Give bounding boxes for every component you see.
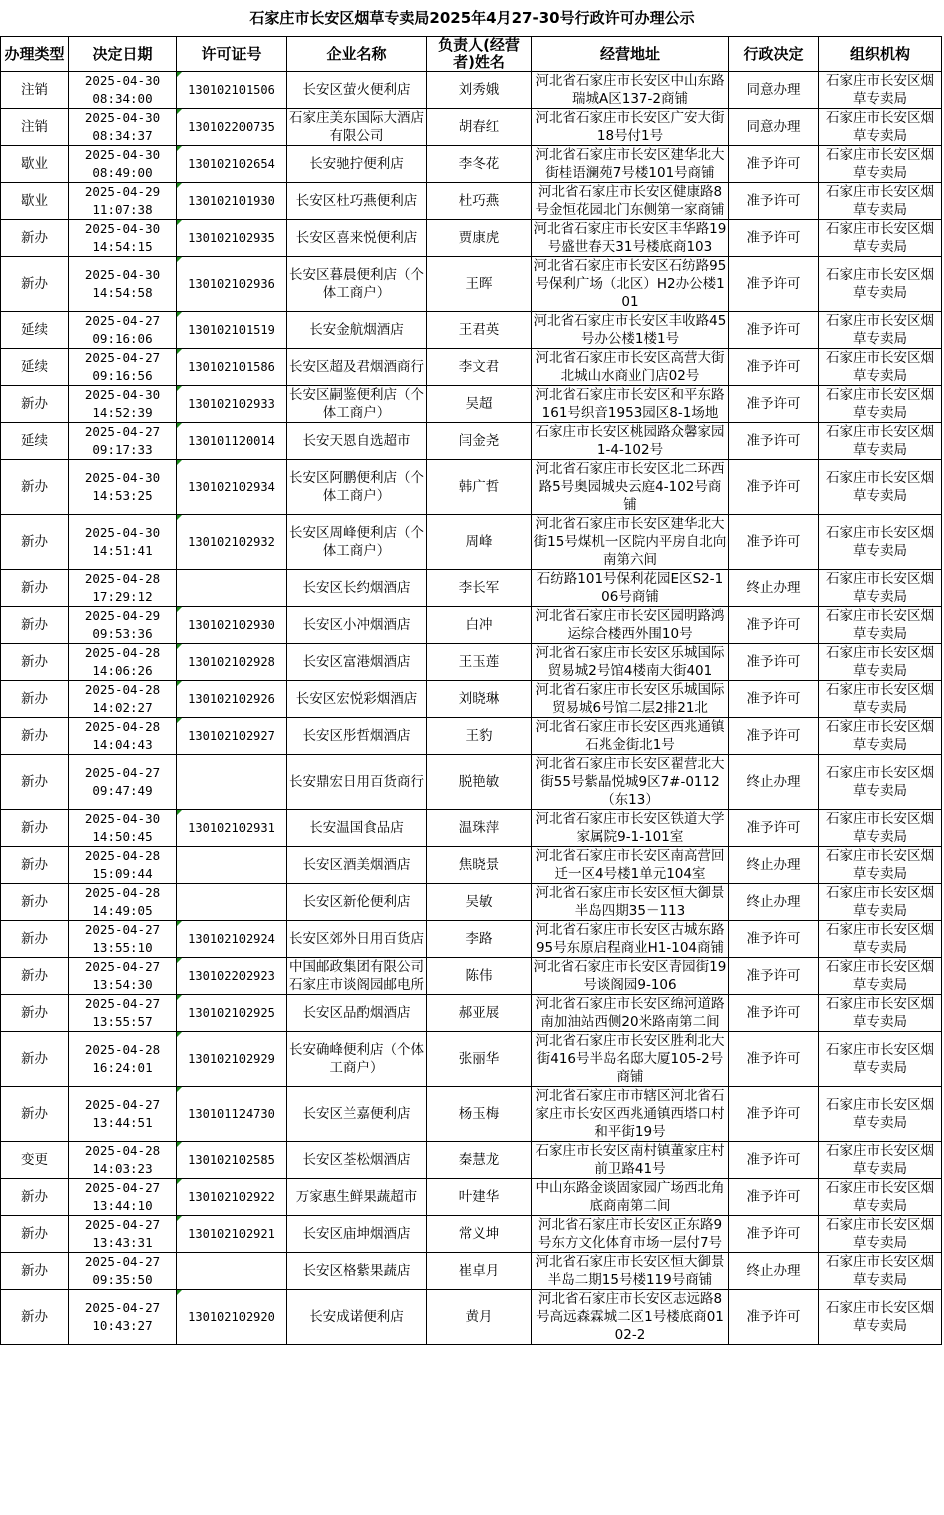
cell-org: 石家庄市长安区烟草专卖局 [819,847,942,884]
cell-type: 新办 [1,755,69,810]
cell-date: 2025-04-30 14:50:45 [69,810,177,847]
cell-address: 河北省石家庄市长安区恒大御景半岛四期35－113 [532,884,729,921]
cell-license: 130102101519 [177,312,287,349]
cell-decision: 准予许可 [729,1087,819,1142]
cell-org: 石家庄市长安区烟草专卖局 [819,718,942,755]
cell-company: 长安区周峰便利店（个体工商户） [287,515,427,570]
cell-org: 石家庄市长安区烟草专卖局 [819,1087,942,1142]
cell-company: 中国邮政集团有限公司石家庄市谈阁园邮电所 [287,958,427,995]
cell-license: 130102102925 [177,995,287,1032]
cell-org: 石家庄市长安区烟草专卖局 [819,884,942,921]
cell-org: 石家庄市长安区烟草专卖局 [819,460,942,515]
cell-address: 河北省石家庄市长安区乐城国际贸易城2号馆4楼南大街401 [532,644,729,681]
cell-person: 王豹 [427,718,532,755]
cell-type: 延续 [1,423,69,460]
cell-decision: 准予许可 [729,349,819,386]
cell-type: 新办 [1,995,69,1032]
cell-person: 李长军 [427,570,532,607]
cell-org: 石家庄市长安区烟草专卖局 [819,1290,942,1345]
cell-address: 河北省石家庄市长安区西兆通镇石兆金街北1号 [532,718,729,755]
cell-date: 2025-04-30 08:49:00 [69,146,177,183]
cell-type: 变更 [1,1142,69,1179]
cell-decision: 准予许可 [729,1179,819,1216]
cell-date: 2025-04-30 14:51:41 [69,515,177,570]
cell-license: 130102102585 [177,1142,287,1179]
cell-decision: 准予许可 [729,146,819,183]
cell-date: 2025-04-28 15:09:44 [69,847,177,884]
cell-decision: 终止办理 [729,755,819,810]
cell-person: 白冲 [427,607,532,644]
cell-type: 新办 [1,1032,69,1087]
table-row [1,312,942,349]
cell-address: 河北省石家庄市长安区古城东路95号东原启程商业H1-104商铺 [532,921,729,958]
cell-org: 石家庄市长安区烟草专卖局 [819,1253,942,1290]
cell-org: 石家庄市长安区烟草专卖局 [819,72,942,109]
cell-license [177,884,287,921]
cell-decision: 准予许可 [729,921,819,958]
cell-type: 歇业 [1,146,69,183]
cell-company: 万家惠生鲜果蔬超市 [287,1179,427,1216]
cell-person: 刘晓琳 [427,681,532,718]
cell-person: 杨玉梅 [427,1087,532,1142]
cell-company: 长安区小冲烟酒店 [287,607,427,644]
table-row [1,1179,942,1216]
cell-company: 长安区新伦便利店 [287,884,427,921]
header-company: 企业名称 [287,37,427,72]
table-row [1,423,942,460]
cell-address: 河北省石家庄市长安区志远路8号高远森霖城二区1号楼底商0102-2 [532,1290,729,1345]
table-row [1,847,942,884]
cell-address: 中山东路金谈固家园广场西北角底商南第二间 [532,1179,729,1216]
cell-address: 河北省石家庄市长安区乐城国际贸易城6号馆二层2排21北 [532,681,729,718]
cell-address: 河北省石家庄市长安区健康路8号金恒花园北门东侧第一家商铺 [532,183,729,220]
cell-address: 河北省石家庄市长安区石纺路95号保利广场（北区）H2办公楼101 [532,257,729,312]
cell-date: 2025-04-30 08:34:37 [69,109,177,146]
cell-date: 2025-04-28 14:49:05 [69,884,177,921]
cell-address: 河北省石家庄市长安区建华北大街15号煤机一区院内平房自北向南第六间 [532,515,729,570]
cell-type: 新办 [1,515,69,570]
cell-license [177,755,287,810]
table-row [1,921,942,958]
cell-date: 2025-04-28 14:03:23 [69,1142,177,1179]
cell-address: 河北省石家庄市长安区建华北大街桂语澜苑7号楼101号商铺 [532,146,729,183]
cell-decision: 准予许可 [729,681,819,718]
cell-type: 新办 [1,681,69,718]
cell-address: 河北省石家庄市长安区南高营回迁一区4号楼1单元104室 [532,847,729,884]
cell-type: 新办 [1,607,69,644]
header-date: 决定日期 [69,37,177,72]
cell-date: 2025-04-28 14:04:43 [69,718,177,755]
cell-type: 新办 [1,884,69,921]
cell-company: 长安区超及君烟酒商行 [287,349,427,386]
cell-person: 李文君 [427,349,532,386]
cell-license: 130102102929 [177,1032,287,1087]
cell-org: 石家庄市长安区烟草专卖局 [819,312,942,349]
cell-company: 长安区兰嘉便利店 [287,1087,427,1142]
cell-license: 130102102934 [177,460,287,515]
cell-address: 河北省石家庄市长安区和平东路161号织音1953园区8-1场地 [532,386,729,423]
cell-company: 长安区暮晨便利店（个体工商户） [287,257,427,312]
cell-license: 130102102932 [177,515,287,570]
cell-org: 石家庄市长安区烟草专卖局 [819,423,942,460]
table-row [1,1253,942,1290]
cell-address: 河北省石家庄市长安区园明路鸿运综合楼西外围10号 [532,607,729,644]
cell-date: 2025-04-27 09:47:49 [69,755,177,810]
cell-address: 河北省石家庄市长安区丰华路19号盛世春天31号楼底商103 [532,220,729,257]
cell-company: 长安区杜巧燕便利店 [287,183,427,220]
table-row [1,220,942,257]
cell-date: 2025-04-30 14:54:15 [69,220,177,257]
cell-org: 石家庄市长安区烟草专卖局 [819,810,942,847]
table-row [1,755,942,810]
cell-address: 河北省石家庄市长安区铁道大学家属院9-1-101室 [532,810,729,847]
cell-org: 石家庄市长安区烟草专卖局 [819,958,942,995]
cell-type: 延续 [1,349,69,386]
table-row [1,515,942,570]
cell-company: 长安区喜来悦便利店 [287,220,427,257]
cell-org: 石家庄市长安区烟草专卖局 [819,1216,942,1253]
cell-decision: 同意办理 [729,109,819,146]
cell-date: 2025-04-30 08:34:00 [69,72,177,109]
table-row [1,1290,942,1345]
cell-license: 130102101930 [177,183,287,220]
cell-decision: 准予许可 [729,958,819,995]
cell-decision: 准予许可 [729,810,819,847]
cell-license: 130102102922 [177,1179,287,1216]
cell-license: 130102102927 [177,718,287,755]
cell-license [177,1253,287,1290]
cell-type: 新办 [1,1290,69,1345]
cell-person: 韩广哲 [427,460,532,515]
cell-company: 长安鼎宏日用百货商行 [287,755,427,810]
table-row [1,718,942,755]
cell-date: 2025-04-27 09:16:56 [69,349,177,386]
cell-date: 2025-04-27 09:17:33 [69,423,177,460]
cell-license: 130102102928 [177,644,287,681]
cell-org: 石家庄市长安区烟草专卖局 [819,921,942,958]
cell-license: 130102101506 [177,72,287,109]
cell-org: 石家庄市长安区烟草专卖局 [819,607,942,644]
cell-license [177,847,287,884]
cell-date: 2025-04-28 16:24:01 [69,1032,177,1087]
table-row [1,681,942,718]
table-row [1,607,942,644]
table-row [1,109,942,146]
cell-decision: 终止办理 [729,847,819,884]
cell-decision: 准予许可 [729,423,819,460]
cell-person: 周峰 [427,515,532,570]
cell-person: 王玉莲 [427,644,532,681]
cell-type: 新办 [1,847,69,884]
cell-company: 长安区郊外日用百货店 [287,921,427,958]
cell-org: 石家庄市长安区烟草专卖局 [819,515,942,570]
cell-address: 河北省石家庄市长安区丰收路45号办公楼1楼1号 [532,312,729,349]
cell-type: 新办 [1,386,69,423]
header-address: 经营地址 [532,37,729,72]
cell-company: 长安区庙坤烟酒店 [287,1216,427,1253]
cell-company: 长安区长约烟酒店 [287,570,427,607]
cell-date: 2025-04-27 13:44:51 [69,1087,177,1142]
cell-org: 石家庄市长安区烟草专卖局 [819,257,942,312]
cell-org: 石家庄市长安区烟草专卖局 [819,644,942,681]
cell-date: 2025-04-27 13:55:10 [69,921,177,958]
cell-org: 石家庄市长安区烟草专卖局 [819,1142,942,1179]
cell-type: 新办 [1,1216,69,1253]
cell-person: 吴超 [427,386,532,423]
cell-company: 长安区萤火便利店 [287,72,427,109]
cell-address: 石纺路101号保利花园E区S2-106号商铺 [532,570,729,607]
cell-org: 石家庄市长安区烟草专卖局 [819,1032,942,1087]
cell-decision: 准予许可 [729,1290,819,1345]
cell-address: 石家庄市长安区桃园路众馨家园1-4-102号 [532,423,729,460]
cell-person: 脱艳敏 [427,755,532,810]
cell-address: 河北省石家庄市长安区恒大御景半岛二期15号楼119号商铺 [532,1253,729,1290]
permit-table [0,36,942,1345]
cell-decision: 准予许可 [729,515,819,570]
cell-date: 2025-04-28 14:02:27 [69,681,177,718]
cell-decision: 准予许可 [729,220,819,257]
cell-company: 长安区嗣鉴便利店（个体工商户） [287,386,427,423]
cell-decision: 同意办理 [729,72,819,109]
cell-org: 石家庄市长安区烟草专卖局 [819,755,942,810]
cell-type: 新办 [1,220,69,257]
cell-license [177,570,287,607]
cell-type: 新办 [1,718,69,755]
cell-type: 新办 [1,810,69,847]
cell-license: 130102200735 [177,109,287,146]
cell-date: 2025-04-29 09:53:36 [69,607,177,644]
cell-person: 胡春红 [427,109,532,146]
cell-decision: 准予许可 [729,183,819,220]
table-row [1,810,942,847]
cell-type: 延续 [1,312,69,349]
cell-decision: 准予许可 [729,1216,819,1253]
cell-decision: 终止办理 [729,570,819,607]
table-row [1,1216,942,1253]
header-license: 许可证号 [177,37,287,72]
cell-org: 石家庄市长安区烟草专卖局 [819,109,942,146]
cell-license: 130102102921 [177,1216,287,1253]
table-row [1,146,942,183]
cell-org: 石家庄市长安区烟草专卖局 [819,570,942,607]
cell-license: 130102102935 [177,220,287,257]
cell-date: 2025-04-27 09:16:06 [69,312,177,349]
cell-type: 新办 [1,570,69,607]
cell-company: 长安驰拧便利店 [287,146,427,183]
cell-license: 130102202923 [177,958,287,995]
cell-decision: 准予许可 [729,460,819,515]
cell-date: 2025-04-29 11:07:38 [69,183,177,220]
cell-license: 130102102924 [177,921,287,958]
cell-person: 崔卓月 [427,1253,532,1290]
cell-license: 130102102920 [177,1290,287,1345]
table-row [1,386,942,423]
cell-decision: 准予许可 [729,386,819,423]
cell-address: 河北省石家庄市长安区青园街19号谈阁园9-106 [532,958,729,995]
cell-type: 新办 [1,921,69,958]
cell-type: 注销 [1,72,69,109]
header-type: 办理类型 [1,37,69,72]
cell-org: 石家庄市长安区烟草专卖局 [819,1179,942,1216]
cell-company: 长安确峰便利店（个体工商户） [287,1032,427,1087]
table-row [1,1142,942,1179]
cell-license: 130102102930 [177,607,287,644]
cell-company: 长安区富港烟酒店 [287,644,427,681]
cell-decision: 准予许可 [729,718,819,755]
cell-decision: 准予许可 [729,995,819,1032]
cell-company: 长安区彤哲烟酒店 [287,718,427,755]
cell-person: 闫金尧 [427,423,532,460]
cell-license: 130102102931 [177,810,287,847]
cell-license: 130102102933 [177,386,287,423]
cell-type: 新办 [1,1253,69,1290]
cell-decision: 准予许可 [729,312,819,349]
cell-person: 常义坤 [427,1216,532,1253]
cell-license: 130101124730 [177,1087,287,1142]
cell-company: 长安区酒美烟酒店 [287,847,427,884]
cell-company: 石家庄美东国际大酒店有限公司 [287,109,427,146]
cell-decision: 准予许可 [729,257,819,312]
cell-org: 石家庄市长安区烟草专卖局 [819,220,942,257]
page-title: 石家庄市长安区烟草专卖局2025年4月27-30号行政许可办理公示 [249,9,695,27]
header-person: 负责人(经营者)姓名 [427,37,532,72]
table-row [1,644,942,681]
cell-type: 新办 [1,1087,69,1142]
cell-person: 焦晓景 [427,847,532,884]
cell-license: 130102102926 [177,681,287,718]
cell-address: 河北省石家庄市长安区翟营北大街55号紫晶悦城9区7#-0112（东13） [532,755,729,810]
cell-decision: 准予许可 [729,644,819,681]
table-row [1,460,942,515]
header-decision: 行政决定 [729,37,819,72]
cell-type: 新办 [1,257,69,312]
table-row [1,183,942,220]
cell-license: 130102101586 [177,349,287,386]
cell-date: 2025-04-27 13:55:57 [69,995,177,1032]
cell-decision: 终止办理 [729,884,819,921]
cell-person: 王君英 [427,312,532,349]
cell-person: 杜巧燕 [427,183,532,220]
cell-company: 长安金航烟酒店 [287,312,427,349]
cell-license: 130102102654 [177,146,287,183]
cell-person: 李冬花 [427,146,532,183]
table-row [1,884,942,921]
cell-company: 长安成诺便利店 [287,1290,427,1345]
cell-date: 2025-04-27 13:54:30 [69,958,177,995]
cell-person: 李路 [427,921,532,958]
cell-address: 河北省石家庄市长安区正东路9号东方文化体育市场一层付7号 [532,1216,729,1253]
cell-org: 石家庄市长安区烟草专卖局 [819,386,942,423]
cell-person: 贾康虎 [427,220,532,257]
cell-type: 注销 [1,109,69,146]
cell-company: 长安天恩自选超市 [287,423,427,460]
cell-address: 河北省石家庄市市辖区河北省石家庄市长安区西兆通镇西塔口村和平街19号 [532,1087,729,1142]
header-org: 组织机构 [819,37,942,72]
cell-person: 刘秀娥 [427,72,532,109]
cell-date: 2025-04-30 14:54:58 [69,257,177,312]
cell-type: 新办 [1,1179,69,1216]
table-row [1,995,942,1032]
table-row [1,570,942,607]
cell-date: 2025-04-28 14:06:26 [69,644,177,681]
cell-decision: 准予许可 [729,1142,819,1179]
cell-org: 石家庄市长安区烟草专卖局 [819,349,942,386]
table-row [1,257,942,312]
cell-person: 黄月 [427,1290,532,1345]
cell-company: 长安区宏悦彩烟酒店 [287,681,427,718]
cell-org: 石家庄市长安区烟草专卖局 [819,681,942,718]
cell-address: 河北省石家庄市长安区胜利北大街416号半岛名邸大厦105-2号商铺 [532,1032,729,1087]
cell-date: 2025-04-27 13:44:10 [69,1179,177,1216]
cell-address: 河北省石家庄市长安区中山东路瑞城A区137-2商铺 [532,72,729,109]
cell-company: 长安区品酌烟酒店 [287,995,427,1032]
cell-person: 张丽华 [427,1032,532,1087]
cell-person: 叶建华 [427,1179,532,1216]
cell-person: 郝亚展 [427,995,532,1032]
table-row [1,1087,942,1142]
cell-company: 长安区格紫果蔬店 [287,1253,427,1290]
cell-decision: 终止办理 [729,1253,819,1290]
cell-date: 2025-04-30 14:53:25 [69,460,177,515]
cell-type: 新办 [1,644,69,681]
cell-date: 2025-04-27 09:35:50 [69,1253,177,1290]
table-row [1,72,942,109]
cell-person: 陈伟 [427,958,532,995]
cell-org: 石家庄市长安区烟草专卖局 [819,146,942,183]
cell-date: 2025-04-30 14:52:39 [69,386,177,423]
cell-license: 130101120014 [177,423,287,460]
cell-person: 吴敏 [427,884,532,921]
cell-address: 河北省石家庄市长安区广安大街18号付1号 [532,109,729,146]
cell-type: 歇业 [1,183,69,220]
cell-org: 石家庄市长安区烟草专卖局 [819,183,942,220]
cell-address: 河北省石家庄市长安区北二环西路5号奥园城央云庭4-102号商铺 [532,460,729,515]
cell-person: 温珠萍 [427,810,532,847]
cell-license: 130102102936 [177,257,287,312]
cell-address: 石家庄市长安区南村镇董家庄村前卫路41号 [532,1142,729,1179]
cell-person: 王晖 [427,257,532,312]
table-row [1,349,942,386]
header-row [1,37,942,72]
cell-address: 河北省石家庄市长安区绵河道路南加油站西侧20米路南第二间 [532,995,729,1032]
cell-date: 2025-04-27 13:43:31 [69,1216,177,1253]
cell-type: 新办 [1,460,69,515]
table-row [1,958,942,995]
cell-date: 2025-04-28 17:29:12 [69,570,177,607]
cell-company: 长安区荃松烟酒店 [287,1142,427,1179]
cell-address: 河北省石家庄市长安区高营大街北城山水商业门店02号 [532,349,729,386]
table-row [1,1032,942,1087]
cell-date: 2025-04-27 10:43:27 [69,1290,177,1345]
cell-company: 长安区阿鹏便利店（个体工商户） [287,460,427,515]
cell-person: 秦慧龙 [427,1142,532,1179]
cell-decision: 准予许可 [729,1032,819,1087]
cell-decision: 准予许可 [729,607,819,644]
cell-company: 长安温国食品店 [287,810,427,847]
cell-type: 新办 [1,958,69,995]
cell-org: 石家庄市长安区烟草专卖局 [819,995,942,1032]
